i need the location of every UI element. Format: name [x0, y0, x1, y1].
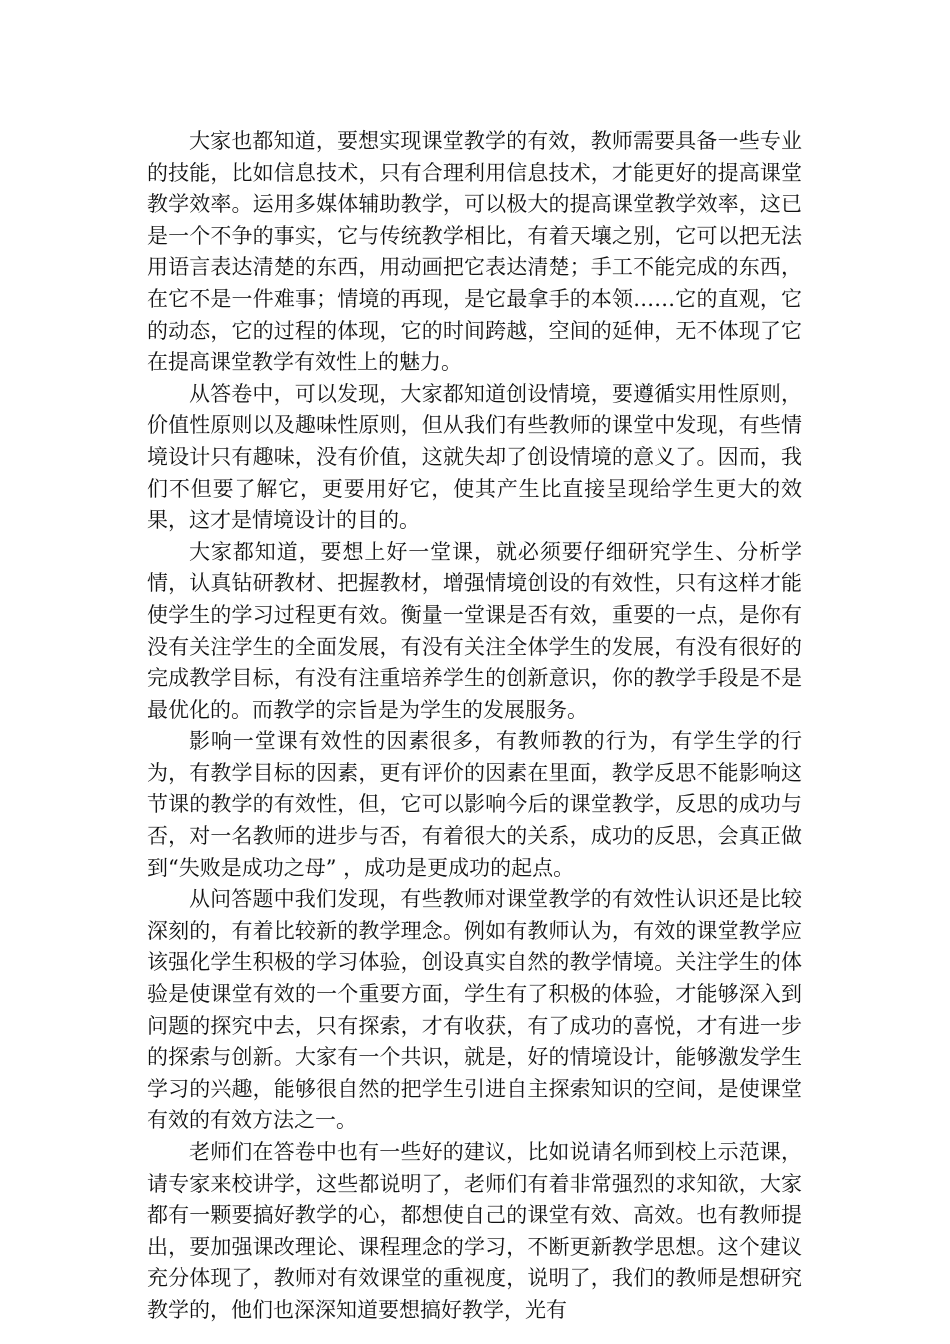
document-body	[147, 126, 802, 1327]
paragraph-2: 从答卷中，可以发现，大家都知道创设情境，要遵循实用性原则，价值性原则以及趣味性原则，但从我们有些教师的课堂中发现，有些情境设计只有趣味，没有价值，这就失却了创设情境的意义了。因而，我们不但要了解它，更要用好它，使其产生比直接呈现给学生更大的效果，这才是情境设计的目的。	[147, 381, 802, 533]
paragraph-3: 大家都知道，要想上好一堂课，就必须要仔细研究学生、分析学情，认真钻研教材、把握教材，增强情境创设的有效性，只有这样才能使学生的学习过程更有效。衡量一堂课是否有效，重要的一点，是你有没有关注学生的全面发展，有没有关注全体学生的发展，有没有很好的完成教学目标，有没有注重培养学生的创新意识，你的教学手段是不是最优化的。而教学的宗旨是为学生的发展服务。	[147, 539, 802, 722]
paragraph-6: 老师们在答卷中也有一些好的建议，比如说请名师到校上示范课，请专家来校讲学，这些都说明了，老师们有着非常强烈的求知欲，大家都有一颗要搞好教学的心，都想使自己的课堂有效、高效。也有教师提出，要加强课改理论、课程理念的学习，不断更新教学思想。这个建议充分体现了，教师对有效课堂的重视度，说明了，我们的教师是想研究教学的，他们也深深知道要想搞好教学，光有	[147, 1140, 802, 1322]
paragraph-5: 从问答题中我们发现，有些教师对课堂教学的有效性认识还是比较深刻的，有着比较新的教学理念。例如有教师认为，有效的课堂教学应该强化学生积极的学习体验，创设真实自然的教学情境。关注学生的体验是使课堂有效的一个重要方面，学生有了积极的体验，才能够深入到问题的探究中去，只有探索，才有收获，有了成功的喜悦，才有进一步的探索与创新。大家有一个共识，就是，好的情境设计，能够激发学生学习的兴趣，能够很自然的把学生引进自主探索知识的空间，是使课堂有效的有效方法之一。	[147, 887, 802, 1133]
paragraph-1: 大家也都知道，要想实现课堂教学的有效，教师需要具备一些专业的技能，比如信息技术，只有合理利用信息技术，才能更好的提高课堂教学效率。运用多媒体辅助教学，可以极大的提高课堂教学效率，这已是一个不争的事实，它与传统教学相比，有着天壤之别，它可以把无法用语言表达清楚的东西，用动画把它表达清楚；手工不能完成的东西，在它不是一件难事；情境的再现，是它最拿手的本领……它的直观，它的动态，它的过程的体现，它的时间跨越，空间的延伸，无不体现了它在提高课堂教学有效性上的魅力。	[147, 129, 802, 375]
paragraph-4: 影响一堂课有效性的因素很多，有教师教的行为，有学生学的行为，有教学目标的因素，更有评价的因素在里面，教学反思不能影响这节课的教学的有效性，但，它可以影响今后的课堂教学，反思的成功与否，对一名教师的进步与否，有着很大的关系，成功的反思，会真正做到“失败是成功之母” ，成功是更成功的起点。	[147, 729, 802, 880]
